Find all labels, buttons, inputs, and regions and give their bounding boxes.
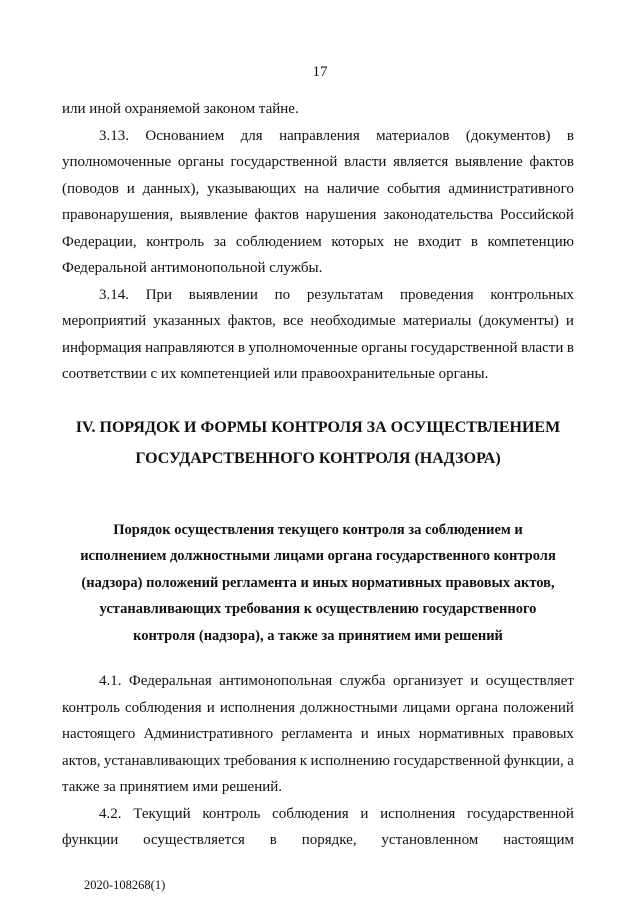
text-line: (поводов и данных), указывающих на наличие события административного xyxy=(62,180,574,197)
text-line: уполномоченные органы государственной власти является выявление фактов xyxy=(62,154,574,170)
document-body xyxy=(62,96,574,854)
text-line: 4.1. Федеральная антимонопольная служба организует и осуществляет xyxy=(99,673,574,689)
section-heading xyxy=(62,412,574,474)
text-line: Федерации, контроль за соблюдением которых не входит в компетенцию xyxy=(62,233,574,250)
text-line: контроль соблюдения и исполнения должностными лицами органа положений xyxy=(62,699,574,716)
text-line: 3.13. Основанием для направления материалов (документов) в xyxy=(99,127,574,144)
text-line: мероприятий указанных фактов, все необходимые материалы (документы) и xyxy=(62,313,574,329)
paragraph xyxy=(62,668,574,801)
text-line: также за принятием ими решений. xyxy=(62,779,283,795)
paragraph xyxy=(62,282,574,388)
paragraphs-before xyxy=(62,96,574,388)
text-line: 4.2. Текущий контроль соблюдения и исполнения государственной xyxy=(99,805,574,822)
text-line: Федеральной антимонопольной службы. xyxy=(62,260,323,276)
document-code: 2020-108268(1) xyxy=(84,878,166,892)
paragraph xyxy=(62,801,574,854)
text-line: правонарушения, выявление фактов нарушения законодательства Российской xyxy=(62,207,574,223)
text-line: или иной охраняемой законом тайне. xyxy=(62,101,299,117)
text-line: функции осуществляется в порядке, установленном настоящим xyxy=(62,832,574,848)
section-heading-line: IV. ПОРЯДОК И ФОРМЫ КОНТРОЛЯ ЗА ОСУЩЕСТВЛЕНИЕМ xyxy=(75,418,561,436)
text-line: соответствии с их компетенцией или правоохранительные органы. xyxy=(62,366,489,382)
paragraph xyxy=(62,96,574,123)
section-heading-line: ГОСУДАРСТВЕННОГО КОНТРОЛЯ (НАДЗОРА) xyxy=(135,449,501,467)
subsection-heading-line: контроля (надзора), а также за принятием ими решений xyxy=(133,627,503,644)
page-number: 17 xyxy=(312,64,328,80)
paragraph xyxy=(62,123,574,282)
text-line: актов, устанавливающих требования к исполнению государственной функции, а xyxy=(62,752,574,769)
subsection-heading-line: исполнением должностными лицами органа государственного контроля xyxy=(80,548,556,564)
text-line: настоящего Административного регламента и иных нормативных правовых xyxy=(62,726,574,742)
subsection-heading-line: Порядок осуществления текущего контроля за соблюдением и xyxy=(113,521,523,538)
subsection-heading-line: (надзора) положений регламента и иных нормативных правовых актов, xyxy=(81,574,555,591)
subsection-heading xyxy=(62,517,574,650)
text-line: информация направляются в уполномоченные органы государственной власти в xyxy=(62,339,574,356)
text-line: 3.14. При выявлении по результатам проведения контрольных xyxy=(99,286,574,303)
paragraphs-after xyxy=(62,668,574,854)
subsection-heading-line: устанавливающих требования к осуществлению государственного xyxy=(99,601,537,617)
